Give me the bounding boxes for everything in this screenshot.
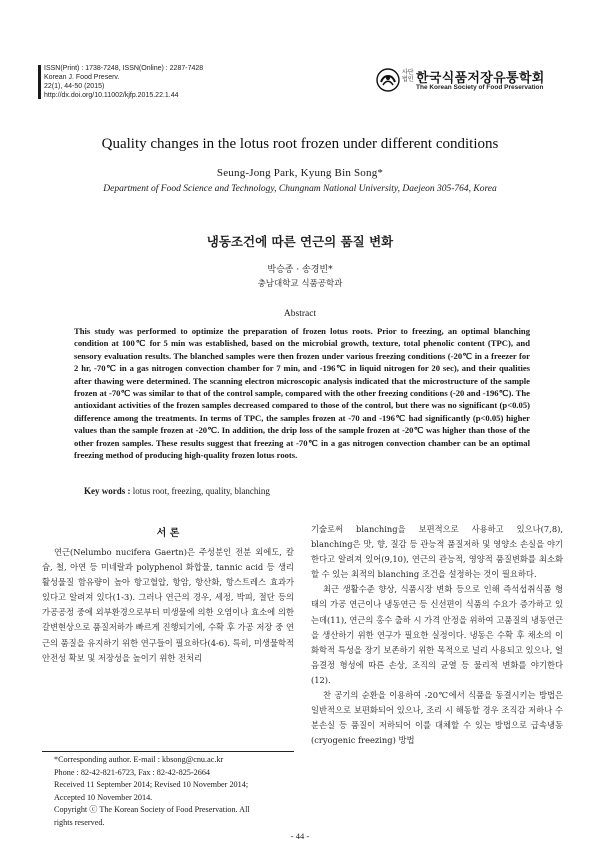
footnote-phone: Phone : 82-42-821-6723, Fax : 82-42-825-2664: [54, 767, 211, 777]
volume-line: 22(1), 44-50 (2015): [44, 83, 105, 90]
section-heading-intro: 서 론: [156, 528, 180, 539]
paper-authors-ko: 박승종 · 송경빈*: [267, 265, 333, 275]
body-paragraph: 찬 공기의 순환을 이용하여 -20℃에서 식품을 동결시키는 방법은 일반적으로 보편화되어 있으나, 조리 시 해동할 경우 조직감 저하나 수분손실 등 품질이 저하되어 이를 대체할 수 있는 방법으로 급속냉동(cryogenic freezing) 방법: [311, 690, 563, 746]
issn-line: ISSN(Print) : 1738-7248, ISSN(Online) : 2287-7428: [44, 65, 204, 72]
paper-title-ko: 냉동조건에 따른 연근의 품질 변화: [206, 234, 394, 249]
logo-sub-label: 사단법인: [402, 69, 414, 83]
body-paragraph: 최근 생활수준 향상, 식품시장 변화 등으로 인해 즉석섭취식품 형태의 가공 연근이나 냉동연근 등 신선편이 식품의 수요가 증가하고 있는데(11), 연근의 홍수 출하 시 가격 안정을 위하여 고품질의 냉동연근을 생산하기 위한 연구가 필요한 실정이다. 냉동은 수확 후 채소의 이화학적 특성을 장기 보존하기 위한 목적으로 널리 사용되고 있으나, 얼음결정 형성에 따른 손상, 조직의 균열 등 물리적 변화를 야기한다(12).: [311, 584, 563, 685]
meta-bar: [38, 65, 41, 99]
keywords-label: Key words :: [84, 486, 131, 496]
journal-meta: [44, 64, 203, 100]
paper-title: Quality changes in the lotus root frozen under different conditions: [101, 136, 499, 152]
journal-line: Korean J. Food Preserv.: [44, 74, 120, 81]
paper-authors: Seung-Jong Park, Kyung Bin Song*: [216, 167, 384, 179]
footnote-copyright: Copyright ⓒ The Korean Society of Food Preservation. All: [54, 805, 250, 814]
abstract-heading: Abstract: [283, 309, 317, 319]
society-emblem-icon: [376, 68, 400, 92]
footnote-rights: rights reserved.: [54, 817, 105, 827]
body-paragraph: 연근(Nelumbo nucifera Gaertn)은 주성분인 전분 외에도, 칼슘, 철, 아연 등 미네랄과 polyphenol 화합물, tannic acid 등 생리활성물질 함유량이 높아 항고혈압, 항암, 항산화, 항스트레스 효과가 있다고 알려져 있다(1-3). 그러나 연근의 경우, 세정, 박피, 절단 등의 가공공정 중에 외부환경으로부터 미생물에 의한 오염이나 효소에 의한 갈변현상으로 품질저하가 빠르게 진행되기에, 수확 후 가공 저장 중 연근의 품질을 유지하기 위한 연구들이 필요하다(4-6). 특히, 미생물학적 안전성 확보 및 저장성을 높이기 위한 전처리: [42, 547, 294, 663]
society-name-en: The Korean Society of Food Preservation: [416, 84, 544, 91]
page-number: - 44 -: [290, 831, 310, 841]
footnote: [54, 754, 294, 829]
paper-affiliation: Department of Food Science and Technology, Chungnam National University, Daejeon 305-764, Korea: [103, 184, 497, 194]
footnote-received: Received 11 September 2014; Revised 10 November 2014;: [54, 780, 249, 789]
body-column-right: [311, 522, 563, 748]
paper-affiliation-ko: 충남대학교 식품공학과: [257, 279, 343, 289]
keywords: [84, 486, 270, 496]
body-paragraph: 기술로써 blanching을 보편적으로 사용하고 있으나(7,8), blanching은 맛, 향, 질감 등 관능적 품질저하 및 영양소 손실을 야기한다고 알려져 있어(9,10), 연근의 관능적, 영양적 품질변화를 최소화 할 수 있는 최적의 blanching 조건을 설정하는 것이 필요하다.: [311, 524, 563, 580]
keywords-list: lotus root, freezing, quality, blanching: [132, 486, 270, 496]
doi-link[interactable]: http://dx.doi.org/10.11002/kjfp.2015.22.1.44: [44, 92, 179, 99]
footnote-corresponding: *Corresponding author. E-mail : kbsong@cnu.ac.kr: [54, 755, 224, 764]
body-column-left: [42, 545, 294, 666]
society-name-ko: 한국식품저장유통학회: [416, 71, 545, 86]
footnote-accepted: Accepted 10 November 2014.: [54, 792, 153, 802]
footnote-divider: [42, 751, 294, 752]
abstract-text: This study was performed to optimize the preparation of frozen lotus roots. Prior to freezing, an optimal blanching condition at 100℃ for 5 min was established, based on the microbial growth, texture, total phenolic content (TPC), and sensory evaluation results. The blanched samples were then frozen under various freezing conditions (-20℃ in a freezer for 2 hr, -70℃ in a gas nitrogen convection chamber for 7 min, and -196℃ in liquid nitrogen for 20 sec), and their qualities after thawing were determined. The scanning electron microscopic analysis indicated that the microstructure of the sample frozen at -70℃ was similar to that of the control sample, compared with the other freezing conditions (-20 and -196℃). The antioxidant activities of the frozen samples decreased compared to those of the control, but there was no significant (p<0.05) difference among the treatments. In terms of TPC, the samples frozen at -70 and -196℃ had significantly (p<0.05) higher values than the sample frozen at -20℃. In addition, the drip loss of the sample frozen at -20℃ was higher than those of the other frozen samples. These results suggest that freezing at -70℃ in a gas nitrogen convection chamber can be an optimal freezing method of producing high-quality frozen lotus roots.: [74, 326, 530, 461]
society-logo: [376, 66, 566, 96]
